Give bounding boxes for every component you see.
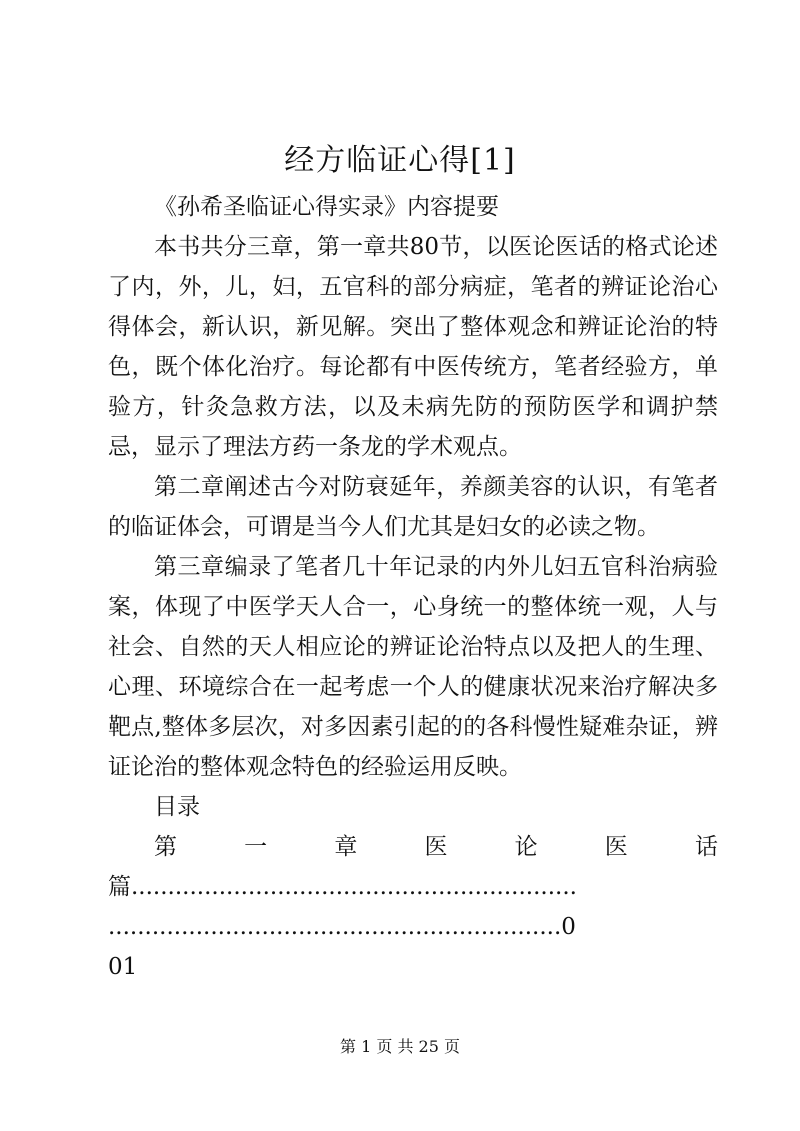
subtitle: 《孙希圣临证心得实录》内容提要 <box>154 194 499 220</box>
paragraph-1: 本书共分三章，第一章共80节，以医论医话的格式论述了内，外，儿，妇，五官科的部分病症，笔者的辨证论治心得体会，新认识，新见解。突出了整体观念和辨证论治的特色，既个体化治疗。每论都有中医传统方，笔者经验方，单验方，针灸急救方法，以及未病先防的预防医学和调护禁忌，显示了理法方药一条龙的学术观点。 <box>108 234 718 460</box>
toc-char: 话 <box>694 834 718 860</box>
document-body <box>108 187 718 987</box>
document-title: 经方临证心得[1] <box>284 143 516 178</box>
toc-char: 一 <box>244 834 268 860</box>
toc-heading: 目录 <box>154 794 200 820</box>
toc-entry-first-line <box>108 827 718 867</box>
toc-leader-line-1: 篇............................................................. <box>108 874 577 900</box>
paragraph-2: 第二章阐述古今对防衰延年，养颜美容的认识，有笔者的临证体会，可谓是当今人们尤其是妇女的必读之物。 <box>108 474 718 540</box>
toc-char: 第 <box>154 834 177 860</box>
page-footer: 第 1 页 共 25 页 <box>340 1037 460 1056</box>
paragraph-3: 第三章编录了笔者几十年记录的内外儿妇五官科治病验案，体现了中医学天人合一，心身统一的整体统一观，人与社会、自然的天人相应论的辨证论治特点以及把人的生理、心理、环境综合在一起考虑一个人的健康状况来治疗解决多靶点,整体多层次，对多因素引起的的各科慢性疑难杂证，辨证论治的整体观念特色的经验运用反映。 <box>108 554 718 780</box>
toc-char: 医 <box>424 834 448 860</box>
toc-page-number: 01 <box>108 954 138 980</box>
toc-char: 章 <box>334 834 358 860</box>
toc-char: 医 <box>604 834 628 860</box>
toc-char: 论 <box>514 834 538 860</box>
toc-leader-line-2: ..............................................................0 <box>108 914 576 940</box>
